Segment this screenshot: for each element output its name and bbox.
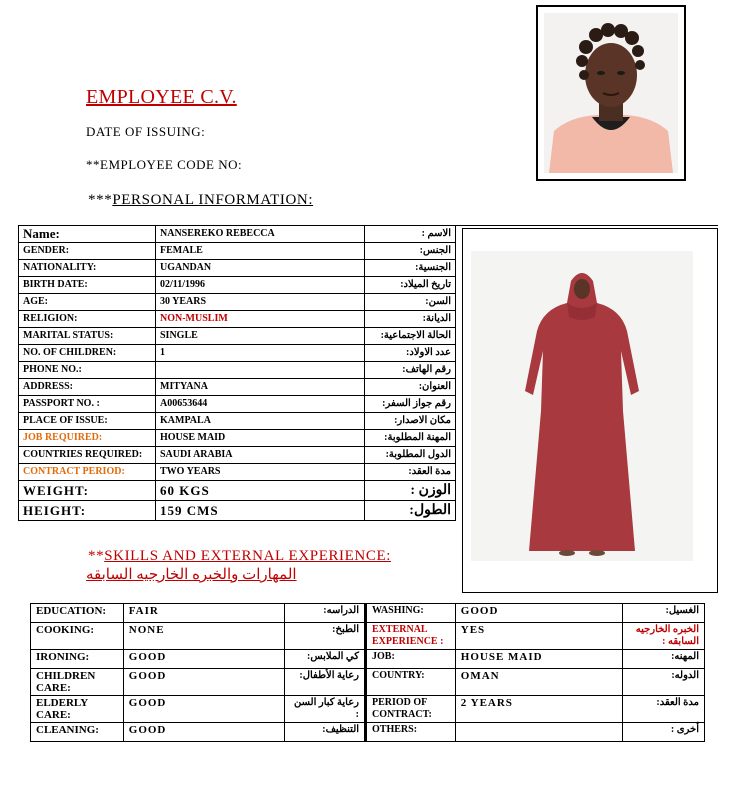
personal-value: A00653644 <box>156 396 365 413</box>
skill-label: ELDERLY CARE: <box>31 696 124 723</box>
personal-row <box>19 413 456 430</box>
personal-label: JOB REQUIRED: <box>19 430 156 447</box>
personal-value: FEMALE <box>156 243 365 260</box>
personal-row <box>19 362 456 379</box>
personal-value: NANSEREKO REBECCA <box>156 226 365 243</box>
experience-value: OMAN <box>455 669 622 696</box>
personal-label-ar: رقم جواز السفر: <box>365 396 456 413</box>
personal-value: SINGLE <box>156 328 365 345</box>
personal-value: NON-MUSLIM <box>156 311 365 328</box>
personal-label: AGE: <box>19 294 156 311</box>
personal-label: PHONE NO.: <box>19 362 156 379</box>
personal-label-ar: مكان الاصدار: <box>365 413 456 430</box>
headshot-photo-icon <box>544 13 678 173</box>
skill-label-ar: الدراسه: <box>284 604 365 623</box>
experience-label-ar: مدة العقد: <box>622 696 704 723</box>
personal-row <box>19 328 456 345</box>
skill-label: EDUCATION: <box>31 604 124 623</box>
skills-prefix: ** <box>88 548 105 564</box>
skills-row <box>31 623 705 650</box>
personal-row <box>19 345 456 362</box>
personal-value: TWO YEARS <box>156 464 365 481</box>
skill-value: GOOD <box>123 669 284 696</box>
personal-label: HEIGHT: <box>19 501 156 521</box>
personal-label-ar: الديانة: <box>365 311 456 328</box>
full-body-photo <box>462 228 718 593</box>
personal-row <box>19 277 456 294</box>
skills-row <box>31 604 705 623</box>
experience-label: PERIOD OF CONTRACT: <box>366 696 456 723</box>
skill-label: CLEANING: <box>31 723 124 742</box>
experience-label-ar: المهنه: <box>622 650 704 669</box>
personal-label-ar: الحالة الاجتماعية: <box>365 328 456 345</box>
personal-label-ar: العنوان: <box>365 379 456 396</box>
skill-value: GOOD <box>123 696 284 723</box>
full-body-photo-background <box>471 251 693 561</box>
skills-table <box>30 603 705 742</box>
personal-value <box>156 362 365 379</box>
experience-label: OTHERS: <box>366 723 456 742</box>
personal-row <box>19 260 456 277</box>
skills-row <box>31 669 705 696</box>
skill-label-ar: كي الملابس: <box>284 650 365 669</box>
experience-label: EXTERNAL EXPERIENCE : <box>366 623 456 650</box>
skill-label-ar: التنظيف: <box>284 723 365 742</box>
personal-label-ar: الدول المطلوبة: <box>365 447 456 464</box>
personal-value: KAMPALA <box>156 413 365 430</box>
experience-value: YES <box>455 623 622 650</box>
personal-value: 1 <box>156 345 365 362</box>
personal-label-ar: الجنسية: <box>365 260 456 277</box>
personal-label: COUNTRIES REQUIRED: <box>19 447 156 464</box>
experience-value: 2 YEARS <box>455 696 622 723</box>
skills-title-ar: المهارات والخبره الخارجيه السابقه <box>86 567 297 583</box>
personal-value: 02/11/1996 <box>156 277 365 294</box>
personal-label: ADDRESS: <box>19 379 156 396</box>
personal-value: HOUSE MAID <box>156 430 365 447</box>
personal-row <box>19 311 456 328</box>
skill-value: GOOD <box>123 723 284 742</box>
experience-value: GOOD <box>455 604 622 623</box>
skill-label: COOKING: <box>31 623 124 650</box>
personal-label: BIRTH DATE: <box>19 277 156 294</box>
experience-value <box>455 723 622 742</box>
skill-value: NONE <box>123 623 284 650</box>
personal-value: SAUDI ARABIA <box>156 447 365 464</box>
personal-value: 159 CMS <box>156 501 365 521</box>
personal-row <box>19 379 456 396</box>
experience-label-ar: الدوله: <box>622 669 704 696</box>
skill-value: GOOD <box>123 650 284 669</box>
personal-label-ar: الاسم : <box>365 226 456 243</box>
experience-label-ar: أخرى : <box>622 723 704 742</box>
personal-label: PASSPORT NO. : <box>19 396 156 413</box>
personal-label-ar: السن: <box>365 294 456 311</box>
headshot-photo <box>536 5 686 181</box>
personal-label-ar: المهنة المطلوبة: <box>365 430 456 447</box>
personal-label: NO. OF CHILDREN: <box>19 345 156 362</box>
experience-label: WASHING: <box>366 604 456 623</box>
personal-label-ar: تاريخ الميلاد: <box>365 277 456 294</box>
personal-row <box>19 226 456 243</box>
skills-row <box>31 650 705 669</box>
personal-label: MARITAL STATUS: <box>19 328 156 345</box>
skill-label: IRONING: <box>31 650 124 669</box>
personal-row <box>19 294 456 311</box>
personal-label-ar: عدد الاولاد: <box>365 345 456 362</box>
personal-label: NATIONALITY: <box>19 260 156 277</box>
personal-info-prefix: *** <box>88 192 113 208</box>
full-body-photo-icon <box>471 251 693 561</box>
personal-label: PLACE OF ISSUE: <box>19 413 156 430</box>
experience-label-ar: الخبره الخارجيه السابقه : <box>622 623 704 650</box>
personal-label-ar: الجنس: <box>365 243 456 260</box>
personal-value: MITYANA <box>156 379 365 396</box>
personal-value: 60 KGS <box>156 481 365 501</box>
personal-label-ar: مدة العقد: <box>365 464 456 481</box>
skill-label-ar: الطبخ: <box>284 623 365 650</box>
personal-row <box>19 481 456 501</box>
personal-label-ar: رقم الهاتف: <box>365 362 456 379</box>
personal-value: UGANDAN <box>156 260 365 277</box>
skill-value: FAIR <box>123 604 284 623</box>
personal-label: WEIGHT: <box>19 481 156 501</box>
personal-info-title: PERSONAL INFORMATION: <box>112 192 314 208</box>
personal-label: Name: <box>19 226 156 243</box>
skills-row <box>31 696 705 723</box>
experience-value: HOUSE MAID <box>455 650 622 669</box>
skills-title-en: SKILLS AND EXTERNAL EXPERIENCE: <box>104 548 391 564</box>
skill-label-ar: رعاية الأطفال: <box>284 669 365 696</box>
personal-row <box>19 447 456 464</box>
personal-row <box>19 501 456 521</box>
experience-label: COUNTRY: <box>366 669 456 696</box>
personal-label: RELIGION: <box>19 311 156 328</box>
employee-code-label: **EMPLOYEE CODE NO: <box>86 157 243 172</box>
personal-label-ar: الطول: <box>365 501 456 521</box>
personal-row <box>19 430 456 447</box>
personal-label: GENDER: <box>19 243 156 260</box>
personal-label-ar: الوزن : <box>365 481 456 501</box>
personal-info-heading <box>88 192 313 209</box>
personal-row <box>19 464 456 481</box>
experience-label-ar: الغسيل: <box>622 604 704 623</box>
skill-label: CHILDREN CARE: <box>31 669 124 696</box>
skill-label-ar: رعاية كبار السن : <box>284 696 365 723</box>
personal-row <box>19 243 456 260</box>
personal-value: 30 YEARS <box>156 294 365 311</box>
personal-info-table <box>18 225 456 521</box>
page-title: EMPLOYEE C.V. <box>86 86 237 108</box>
personal-row <box>19 396 456 413</box>
skills-row <box>31 723 705 742</box>
skills-heading <box>88 548 391 565</box>
personal-label: CONTRACT PERIOD: <box>19 464 156 481</box>
date-of-issuing-label: DATE OF ISSUING: <box>86 124 206 139</box>
experience-label: JOB: <box>366 650 456 669</box>
photo-frame-top-line <box>456 225 718 226</box>
